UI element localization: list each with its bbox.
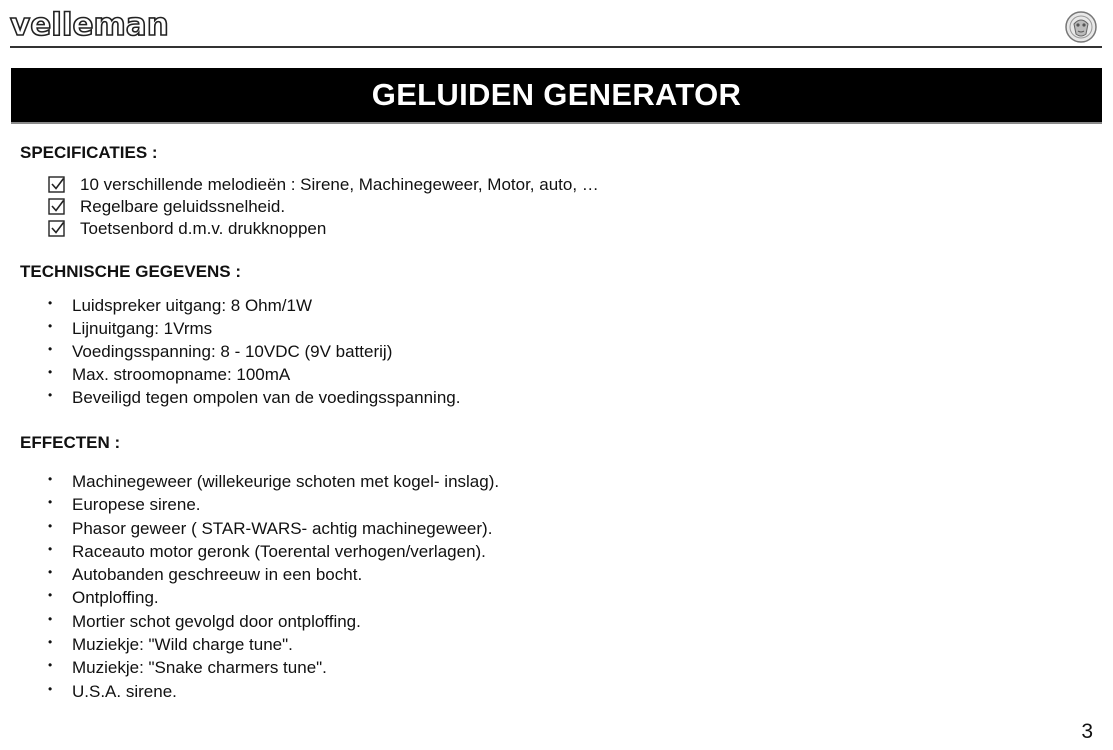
crest-emblem-icon (1064, 10, 1098, 44)
header-divider (10, 46, 1102, 48)
bullet-icon: • (48, 342, 53, 356)
list-item-text: Lijnuitgang: 1Vrms (72, 319, 213, 338)
list-item (46, 586, 499, 609)
bullet-icon: • (48, 518, 53, 533)
list-item-text: Voedingsspanning: 8 - 10VDC (9V batterij) (72, 342, 393, 361)
list-item (46, 563, 499, 586)
effects-heading: EFFECTEN : (20, 433, 121, 452)
page-header (0, 0, 1113, 50)
tech-heading: TECHNISCHE GEGEVENS : (20, 262, 242, 281)
list-item (46, 363, 460, 386)
bullet-icon: • (48, 495, 53, 510)
bullet-icon: • (48, 319, 53, 333)
bullet-icon: • (48, 296, 53, 310)
list-item (46, 317, 460, 340)
list-item-text: Ontploffing. (72, 588, 159, 608)
list-item-text: Mortier schot gevolgd door ontploffing. (72, 611, 361, 631)
list-item-text: Beveiligd tegen ompolen van de voedingsspanning. (72, 388, 461, 407)
list-item (46, 540, 499, 563)
bullet-icon: • (48, 388, 53, 402)
list-item-text: U.S.A. sirene. (72, 681, 177, 701)
bullet-icon: • (48, 565, 53, 580)
list-item-text: Luidspreker uitgang: 8 Ohm/1W (72, 296, 313, 315)
list-item-text: Regelbare geluidssnelheid. (80, 197, 286, 216)
bullet-icon: • (48, 681, 53, 696)
bullet-icon: • (48, 658, 53, 673)
bullet-icon: • (48, 588, 53, 603)
list-item (46, 386, 460, 409)
bullet-icon: • (48, 541, 53, 556)
tech-list (46, 294, 460, 409)
specs-list (48, 174, 599, 240)
list-item (46, 517, 499, 540)
list-item-text: Raceauto motor geronk (Toerental verhogen/verlagen). (72, 541, 486, 561)
title-bar (11, 68, 1102, 122)
velleman-logo: velleman (10, 7, 169, 43)
checkbox-checked-icon (48, 220, 66, 238)
specs-heading: SPECIFICATIES : (20, 143, 158, 162)
bullet-icon: • (48, 635, 53, 650)
bullet-icon: • (48, 611, 53, 626)
list-item-text: Toetsenbord d.m.v. drukknoppen (80, 219, 327, 238)
list-item (46, 340, 460, 363)
list-item (46, 610, 499, 633)
page-title: GELUIDEN GENERATOR (371, 77, 742, 112)
page-number: 3 (1081, 720, 1093, 743)
list-item (46, 294, 460, 317)
list-item (48, 196, 599, 218)
bullet-icon: • (48, 472, 53, 486)
list-item (46, 656, 499, 679)
list-item-text: Autobanden geschreeuw in een bocht. (72, 565, 363, 585)
list-item (46, 493, 499, 516)
list-item-text: Phasor geweer ( STAR-WARS- achtig machinegeweer). (72, 518, 493, 538)
bullet-icon: • (48, 365, 53, 379)
list-item-text: Muziekje: "Wild charge tune". (72, 635, 293, 655)
list-item-text: Machinegeweer (willekeurige schoten met kogel- inslag). (72, 472, 500, 491)
checkbox-checked-icon (48, 198, 66, 216)
checkbox-checked-icon (48, 176, 66, 194)
list-item (46, 680, 499, 703)
list-item-text: Max. stroomopname: 100mA (72, 365, 291, 384)
list-item (48, 174, 599, 196)
list-item (46, 633, 499, 656)
list-item (46, 470, 499, 493)
list-item-text: 10 verschillende melodieën : Sirene, Machinegeweer, Motor, auto, … (80, 175, 599, 194)
effects-list (46, 470, 499, 703)
list-item-text: Muziekje: "Snake charmers tune". (72, 658, 327, 678)
list-item (48, 218, 599, 240)
list-item-text: Europese sirene. (72, 495, 201, 515)
